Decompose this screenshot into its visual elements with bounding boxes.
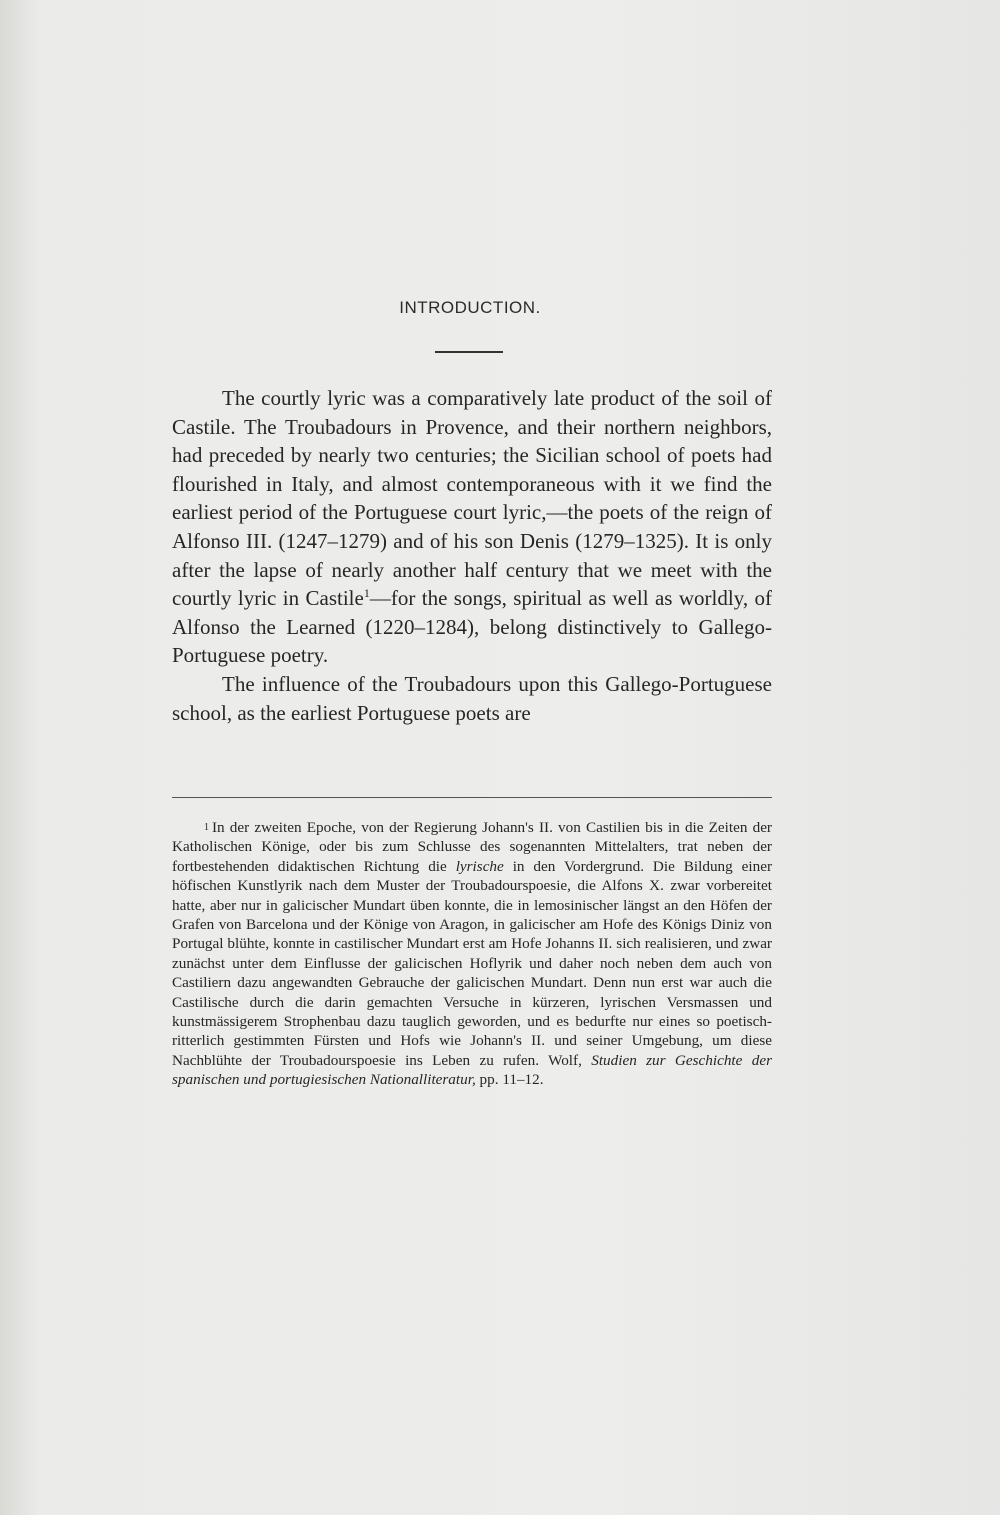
footnote (172, 818, 772, 1090)
footnote-text: In der zweiten Epoche, von der Regierung Johann's II. von Castilien bis in die Zeiten der Katholischen Könige, oder bis zum Schlusse des sogenannten Mittelalters, trat neben der fortbestehenden didaktischen Richtung die (172, 819, 772, 875)
footnote-marker: 1 (363, 586, 370, 601)
paragraph-text: The influence of the Troubadours upon this Gallego-Portuguese school, as the earliest Portuguese poets are (172, 671, 772, 725)
footnote-text: in den Vordergrund. Die Bildung einer höfischen Kunstlyrik nach dem Muster der Troubadourspoesie, die Alfons X. zwar vorbereitet hatte, aber nur in galicischer Mundart üben konnte, die in lemosinischer längst an den Höfen der Grafen von Barcelona und der Könige von Aragon, in galicischer am Hofe des Königs Diniz von Portugal blühte, konnte in castilischer Mundart erst am Hofe Johanns II. sich realisieren, und zwar zunächst unter dem Einflusse der galicischen Hoflyrik und daher noch neben dem auch von Castiliern dazu angewandten Gebrauche der galicischen Mundart. Denn nun erst war auch die Castilische durch die darin gemachten Versuche in kürzeren, lyrischen Versmassen und kunstmässigerem Strophenbau dazu tauglich geworden, und es bedurfte nur eines so poetisch-ritterlich gestimmten Fürsten und Hofs wie Johann's II. und seiner Umgebung, um diese Nachblühte der Troubadourspoesie ins Leben zu rufen. Wolf, (172, 857, 772, 1069)
footnote-number: 1 (204, 822, 209, 833)
footnote-paragraph (172, 818, 772, 1090)
footnote-text: pp. 11–12. (475, 1071, 544, 1089)
footnote-citation-title: Studien zur Geschichte der spanischen und portugiesischen Nationalliteratur, (172, 1051, 772, 1089)
paragraph-text: —for the songs, spiritual as well as worldly, of Alfonso the Learned (1220–1284), belong distinctively to Gallego-Portuguese poetry. (172, 586, 772, 668)
footnote-rule (172, 797, 772, 798)
page-heading: INTRODUCTION. (399, 298, 541, 317)
body-paragraph (172, 670, 772, 727)
paragraph-text: The courtly lyric was a comparatively late product of the soil of Castile. The Troubadours in Provence, and their northern neighbors, had preceded by nearly two centuries; the Sicilian school of poets had flourished in Italy, and almost contemporaneous with it we find the earliest period of the Portuguese court lyric,—the poets of the reign of Alfonso III. (1247–1279) and of his son Denis (1279–1325). It is only after the lapse of nearly another half century that we meet with the courtly lyric in Castile (172, 386, 772, 611)
heading-rule (435, 351, 503, 353)
body-text (172, 384, 772, 727)
body-paragraph (172, 384, 772, 670)
footnote-italic: lyrische (455, 857, 504, 875)
